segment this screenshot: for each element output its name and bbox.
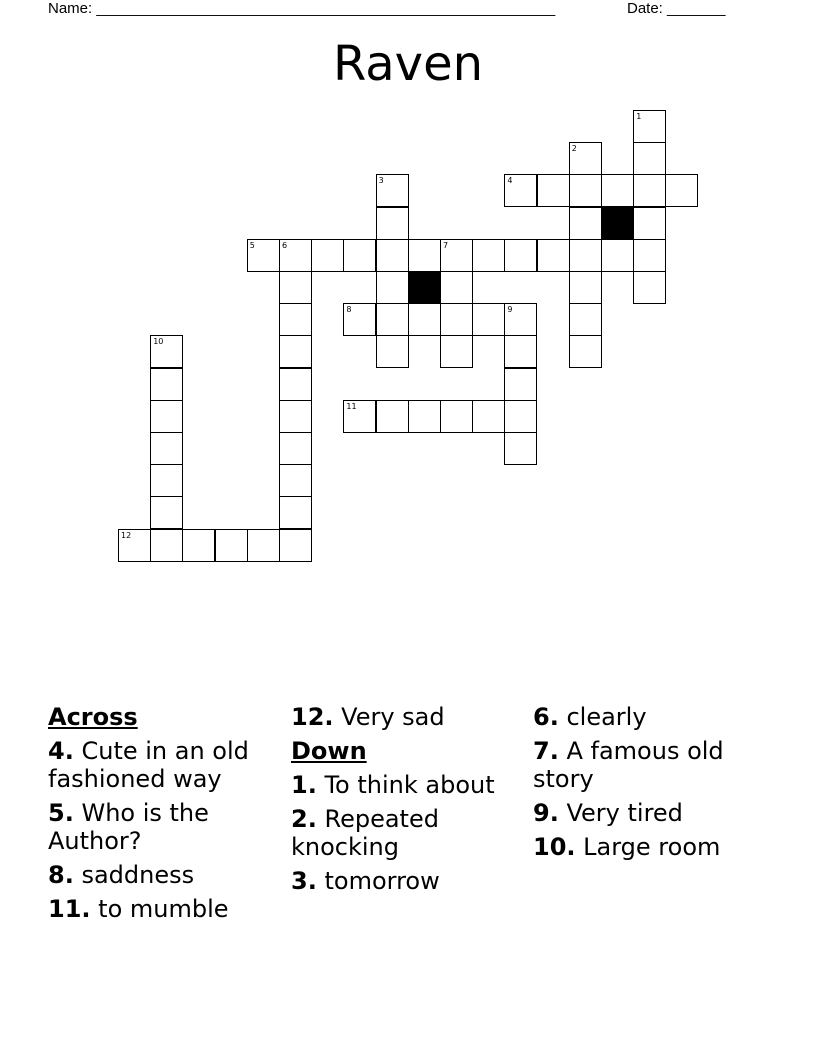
cell-number: 5 — [249, 240, 255, 250]
grid-cell[interactable] — [504, 432, 537, 465]
grid-cell[interactable] — [215, 529, 248, 562]
clue-down-1: 1. To think about — [291, 771, 495, 799]
clue-down-7: 7. A famous old story — [533, 737, 724, 793]
cell-number: 8 — [346, 305, 352, 315]
cell-number: 11 — [346, 401, 357, 411]
grid-cell[interactable] — [440, 271, 473, 304]
grid-cell[interactable] — [150, 496, 183, 529]
clue-down-6: 6. clearly — [533, 703, 647, 731]
grid-cell[interactable] — [504, 335, 537, 368]
page-title: Raven — [332, 36, 484, 92]
grid-cell[interactable] — [537, 239, 570, 272]
grid-cell[interactable] — [376, 239, 409, 272]
grid-cell[interactable] — [440, 303, 473, 336]
grid-cell[interactable] — [182, 529, 215, 562]
cell-number: 4 — [507, 176, 513, 186]
name-label: Name: — [48, 0, 93, 17]
grid-cell[interactable] — [569, 174, 602, 207]
grid-cell[interactable] — [537, 174, 570, 207]
date-blank[interactable]: _______ — [667, 0, 726, 17]
grid-cell[interactable] — [376, 400, 409, 433]
clue-down-3: 3. tomorrow — [291, 867, 440, 895]
clue-across-11: 11. to mumble — [48, 895, 229, 923]
grid-cell[interactable] — [343, 303, 376, 336]
grid-cell[interactable] — [118, 529, 151, 562]
clue-across-5: 5. Who is the Author? — [48, 799, 209, 855]
clue-down-10: 10. Large room — [533, 833, 721, 861]
grid-cell[interactable] — [247, 529, 280, 562]
grid-cell[interactable] — [343, 400, 376, 433]
grid-cell[interactable] — [376, 207, 409, 240]
cell-number: 10 — [153, 337, 164, 347]
grid-cell[interactable] — [472, 303, 505, 336]
grid-cell[interactable] — [633, 174, 666, 207]
clue-across-4: 4. Cute in an old fashioned way — [48, 737, 249, 793]
grid-cell[interactable] — [569, 303, 602, 336]
grid-cell[interactable] — [279, 529, 312, 562]
grid-cell[interactable] — [569, 207, 602, 240]
clue-down-9: 9. Very tired — [533, 799, 683, 827]
grid-cell[interactable] — [601, 174, 634, 207]
grid-cell[interactable] — [569, 239, 602, 272]
grid-cell[interactable] — [408, 303, 441, 336]
grid-cell[interactable] — [343, 239, 376, 272]
cell-number: 7 — [443, 240, 449, 250]
grid-cell[interactable] — [472, 239, 505, 272]
grid-cell[interactable] — [279, 432, 312, 465]
clues-column-3 — [533, 703, 775, 867]
grid-block — [601, 207, 634, 240]
down-heading: Down — [291, 737, 367, 765]
grid-cell[interactable] — [569, 335, 602, 368]
grid-cell[interactable] — [440, 335, 473, 368]
grid-cell[interactable] — [279, 400, 312, 433]
clue-across-12: 12. Very sad — [291, 703, 445, 731]
grid-cell[interactable] — [376, 271, 409, 304]
grid-cell[interactable] — [150, 529, 183, 562]
grid-cell[interactable] — [150, 368, 183, 401]
grid-cell[interactable] — [504, 400, 537, 433]
grid-cell[interactable] — [408, 400, 441, 433]
date-label: Date: — [627, 0, 663, 17]
grid-cell[interactable] — [376, 303, 409, 336]
cell-number: 1 — [636, 112, 642, 121]
grid-cell[interactable] — [150, 400, 183, 433]
grid-cell[interactable] — [150, 464, 183, 497]
clues-column-2 — [291, 703, 533, 901]
grid-cell[interactable] — [472, 400, 505, 433]
grid-cell[interactable] — [504, 368, 537, 401]
grid-cell[interactable] — [633, 271, 666, 304]
grid-cell[interactable] — [150, 432, 183, 465]
grid-cell[interactable] — [376, 174, 409, 207]
grid-cell[interactable] — [311, 239, 344, 272]
cell-number: 9 — [507, 305, 513, 315]
grid-cell[interactable] — [279, 496, 312, 529]
grid-cell[interactable] — [601, 239, 634, 272]
clues-column-1 — [48, 703, 290, 929]
grid-cell[interactable] — [633, 142, 666, 175]
grid-cell[interactable] — [279, 239, 312, 272]
grid-cell[interactable] — [504, 303, 537, 336]
grid-block — [408, 271, 441, 304]
grid-cell[interactable] — [408, 239, 441, 272]
cell-number: 12 — [121, 530, 132, 540]
grid-cell[interactable] — [633, 207, 666, 240]
grid-cell[interactable] — [504, 174, 537, 207]
grid-cell[interactable] — [665, 174, 698, 207]
grid-cell[interactable] — [504, 239, 537, 272]
grid-cell[interactable] — [279, 303, 312, 336]
grid-cell[interactable] — [569, 142, 602, 175]
grid-cell[interactable] — [633, 110, 666, 143]
name-blank[interactable]: _______________________________________________________ — [96, 0, 556, 17]
grid-cell[interactable] — [150, 335, 183, 368]
clue-across-8: 8. saddness — [48, 861, 195, 889]
grid-cell[interactable] — [569, 271, 602, 304]
grid-cell[interactable] — [279, 368, 312, 401]
grid-cell[interactable] — [440, 400, 473, 433]
grid-cell[interactable] — [633, 239, 666, 272]
cell-number: 3 — [378, 176, 384, 186]
across-heading: Across — [48, 703, 138, 731]
grid-cell[interactable] — [279, 271, 312, 304]
grid-cell[interactable] — [247, 239, 280, 272]
grid-cell[interactable] — [376, 335, 409, 368]
cell-number: 6 — [282, 240, 288, 250]
cell-number: 2 — [571, 144, 577, 154]
grid-cell[interactable] — [440, 239, 473, 272]
clue-down-2: 2. Repeated knocking — [291, 805, 439, 861]
grid-cell[interactable] — [279, 464, 312, 497]
grid-cell[interactable] — [279, 335, 312, 368]
